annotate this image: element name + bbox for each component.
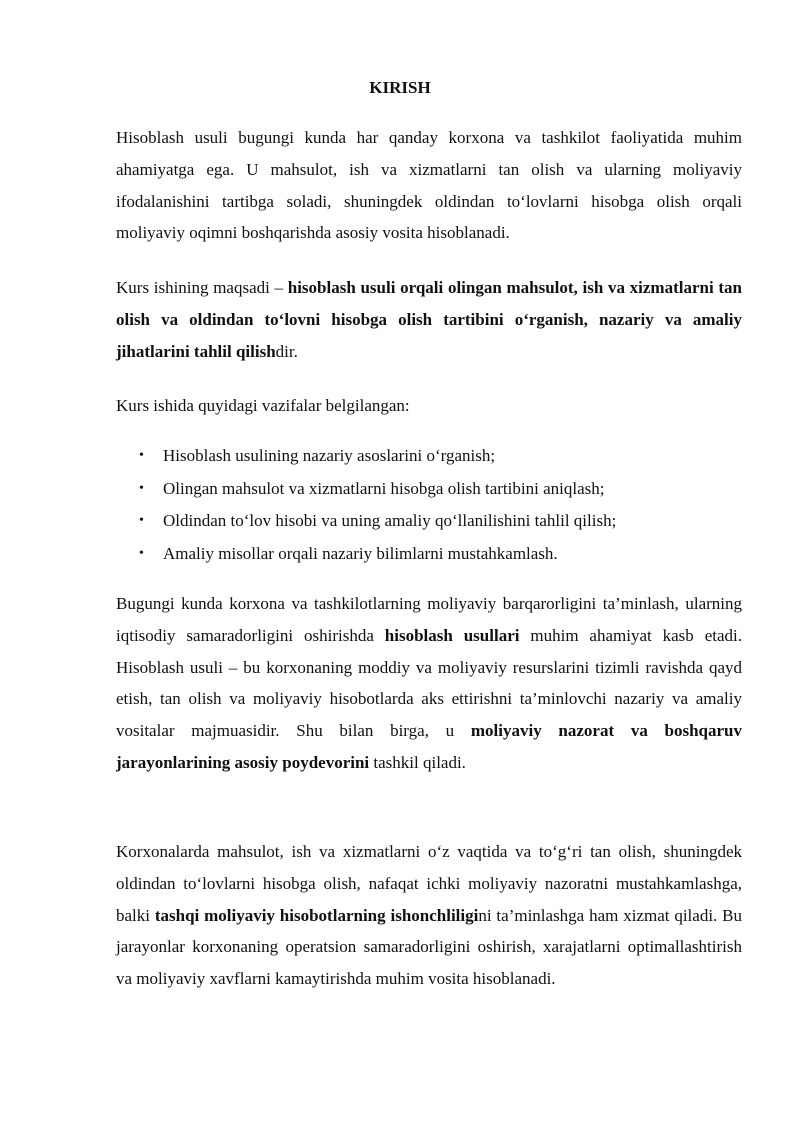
tasks-list xyxy=(116,440,742,570)
importance-text-1: Bugungi kunda korxona va tashkilotlarning moliyaviy barqarorligini ta’minlash, ularning iqtisodiy samaradorligini oshirishda xyxy=(116,594,742,645)
goal-bold-text: hisoblash usuli orqali olingan mahsulot, ish va xizmatlarni tan olish va oldindan to‘lovni hisobga olish tartibini o‘rganish, nazariy va amaliy jihatlarini tahlil qilish xyxy=(116,278,742,361)
tasks-intro-paragraph: Kurs ishida quyidagi vazifalar belgilangan: xyxy=(116,396,410,415)
bullet-icon: • xyxy=(139,513,144,528)
list-item xyxy=(116,473,742,506)
importance-bold-1: hisoblash usullari xyxy=(384,625,520,645)
list-item-text: Hisoblash usulining nazariy asoslarini o‘rganish; xyxy=(163,446,496,465)
importance-text-3: tashkil qiladi. xyxy=(369,752,466,772)
conclusion-text-2: ni ta’minlashga ham xizmat qiladi. Bu jarayonlar korxonaning operatsion samaradorligini oshirish, xarajatlarni optimallashtirish va moliyaviy xavflarni kamaytirishda muhim vosita hisoblanadi. xyxy=(116,905,742,989)
list-item xyxy=(116,440,742,473)
intro-paragraph: Hisoblash usuli bugungi kunda har qanday korxona va tashkilot faoliyatida muhim ahamiyatga ega. U mahsulot, ish va xizmatlarni tan olish va ularning moliyaviy ifodalanishini tartibga soladi, shuningdek oldindan to‘lovlarni hisobga olish orqali moliyaviy oqimni boshqarishda asosiy vosita hisoblanadi. xyxy=(116,128,742,243)
importance-paragraph xyxy=(116,588,742,779)
conclusion-bold: tashqi moliyaviy hisobotlarning ishonchliligi xyxy=(154,905,479,925)
bullet-icon: • xyxy=(139,448,144,463)
importance-bold-2: moliyaviy nazorat va boshqaruv jarayonlarining asosiy poydevorini xyxy=(116,721,742,772)
conclusion-paragraph xyxy=(116,836,742,995)
importance-text-2: muhim ahamiyat kasb etadi. Hisoblash usuli – bu korxonaning moddiy va moliyaviy resurslarini tizimli ravishda qayd etish, tan olish va moliyaviy hisobotlarda aks ettirishni ta’minlovchi nazariy va amaliy vositalar majmuasidir. Shu bilan birga, u xyxy=(116,625,742,741)
list-item-text: Olingan mahsulot va xizmatlarni hisobga olish tartibini aniqlash; xyxy=(163,478,605,498)
bullet-icon: • xyxy=(139,545,144,561)
goal-suffix-text: dir. xyxy=(275,341,298,361)
goal-lead-text: Kurs ishining maqsadi – xyxy=(116,278,288,297)
conclusion-text-1: Korxonalarda mahsulot, ish va xizmatlarni o‘z vaqtida va to‘g‘ri tan olish, shuningdek oldindan to‘lovlarni hisobga olish, nafaqat ichki moliyaviy nazoratni mustahkamlashga, balki xyxy=(116,842,742,925)
list-item xyxy=(116,505,742,538)
page-title: KIRISH xyxy=(369,78,431,97)
list-item xyxy=(116,538,742,571)
bullet-icon: • xyxy=(139,480,144,496)
goal-paragraph xyxy=(116,272,742,367)
list-item-text: Oldindan to‘lov hisobi va uning amaliy qo‘llanilishini tahlil qilish; xyxy=(163,511,617,530)
list-item-text: Amaliy misollar orqali nazariy bilimlarni mustahkamlash. xyxy=(163,543,558,563)
